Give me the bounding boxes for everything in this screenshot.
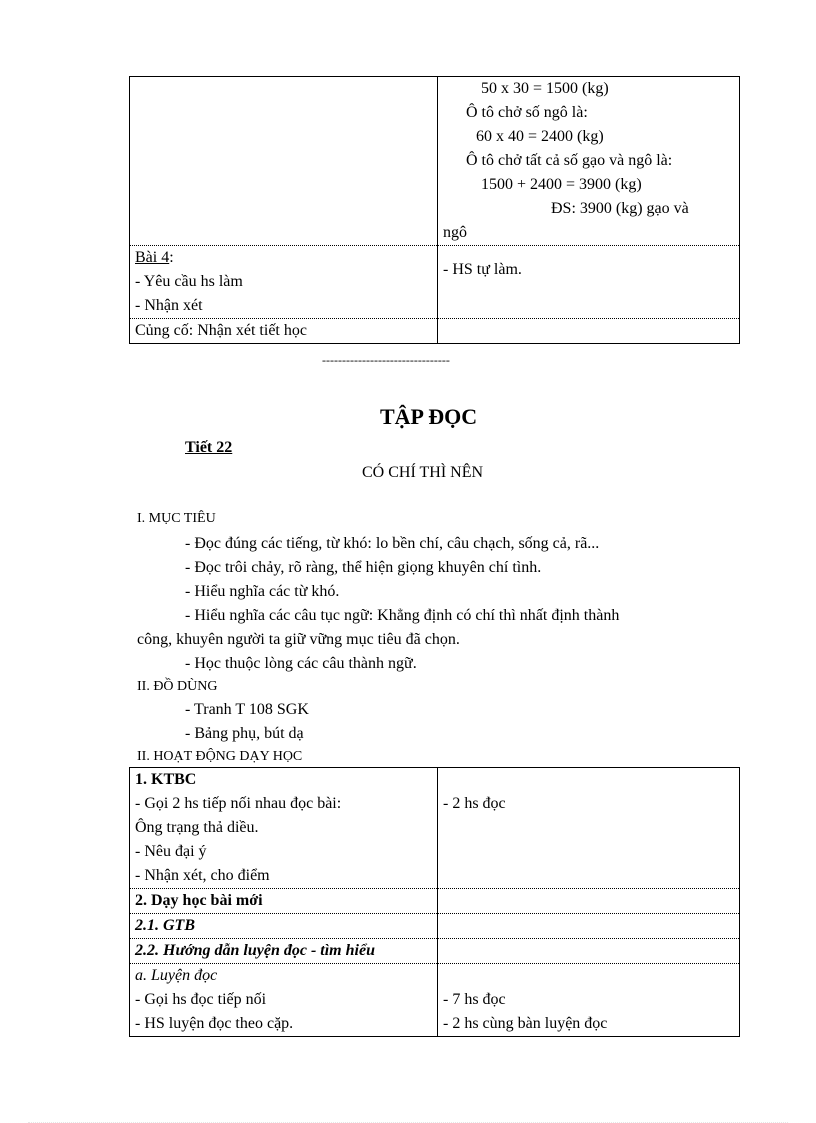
exercise-cell	[130, 246, 438, 319]
table-cell-empty	[438, 889, 740, 914]
review-response: - 2 hs đọc	[443, 795, 506, 812]
separator: --------------------------------	[322, 353, 450, 367]
reading-cell	[130, 964, 438, 1037]
table-cell-empty	[438, 939, 740, 964]
reading-response: - 2 hs cùng bàn luyện đọc	[443, 1015, 608, 1032]
table-row	[130, 77, 740, 246]
reading-response-cell	[438, 964, 740, 1037]
material-item: - Bảng phụ, bút dạ	[185, 725, 304, 742]
table-row	[130, 246, 740, 319]
exercise-title: Bài 4	[135, 249, 170, 266]
reading-response: - 7 hs đọc	[443, 991, 506, 1008]
material-item: - Tranh T 108 SGK	[185, 701, 309, 718]
guide-cell: 2.2. Hướng dẫn luyện đọc - tìm hiểu	[130, 939, 438, 964]
new-lesson-cell: 2. Dạy học bài mới	[130, 889, 438, 914]
lesson-name: CÓ CHÍ THÌ NÊN	[362, 464, 484, 481]
summary-cell: Củng cố: Nhận xét tiết học	[130, 319, 438, 344]
table-row	[130, 768, 740, 889]
table-row	[130, 939, 740, 964]
exercise-response-cell	[438, 246, 740, 319]
table-row	[130, 319, 740, 344]
exercise-title-colon: :	[169, 249, 174, 266]
review-line: - Nhận xét, cho điểm	[135, 867, 270, 884]
table-cell-empty	[438, 914, 740, 939]
solution-line: Ô tô chở số ngô là:	[466, 104, 588, 121]
solution-table	[129, 76, 740, 344]
objectives-heading: I. MỤC TIÊU	[137, 511, 216, 526]
table-row	[130, 964, 740, 1037]
exercise-line: - Yêu cầu hs làm	[135, 273, 243, 290]
exercise-line: - Nhận xét	[135, 297, 203, 314]
exercise-response: - HS tự làm.	[443, 261, 522, 278]
activities-heading: II. HOẠT ĐỘNG DẠY HỌC	[137, 749, 303, 764]
reading-line: - Gọi hs đọc tiếp nối	[135, 991, 267, 1008]
section-title: TẬP ĐỌC	[380, 404, 478, 429]
table-row	[130, 889, 740, 914]
solution-line: Ô tô chở tất cả số gạo và ngô là:	[466, 152, 673, 169]
solution-line: 1500 + 2400 = 3900 (kg)	[481, 176, 642, 193]
reading-subtitle: a. Luyện đọc	[135, 967, 218, 984]
lesson-number: Tiết 22	[185, 439, 233, 456]
objective-item: - Học thuộc lòng các câu thành ngữ.	[185, 655, 417, 672]
objective-item: - Hiểu nghĩa các câu tục ngữ: Khẳng định có chí thì nhất định thành	[185, 607, 620, 624]
table-cell-empty	[438, 319, 740, 344]
solution-line: ĐS: 3900 (kg) gạo và	[551, 200, 689, 217]
review-line: - Gọi 2 hs tiếp nối nhau đọc bài:	[135, 795, 342, 812]
intro-cell: 2.1. GTB	[130, 914, 438, 939]
solution-line: 60 x 40 = 2400 (kg)	[476, 128, 604, 145]
objective-item: - Đọc trôi chảy, rõ ràng, thể hiện giọng khuyên chí tình.	[185, 559, 542, 576]
solution-line: ngô	[443, 224, 467, 241]
reading-line: - HS luyện đọc theo cặp.	[135, 1015, 294, 1032]
review-title: 1. KTBC	[135, 771, 197, 788]
objective-item: - Hiểu nghĩa các từ khó.	[185, 583, 340, 600]
table-cell-empty	[130, 77, 438, 246]
review-line: Ông trạng thả diều.	[135, 819, 259, 836]
review-line: - Nêu đại ý	[135, 843, 207, 860]
solution-cell	[438, 77, 740, 246]
activities-table	[129, 767, 740, 1037]
objective-item: - Đọc đúng các tiếng, từ khó: lo bền chí, câu chạch, sống cả, rã...	[185, 535, 600, 552]
review-response-cell	[438, 768, 740, 889]
objective-item: công, khuyên người ta giữ vững mục tiêu đã chọn.	[137, 631, 460, 648]
table-row	[130, 914, 740, 939]
materials-heading: II. ĐỒ DÙNG	[137, 679, 218, 694]
solution-line: 50 x 30 = 1500 (kg)	[481, 80, 609, 97]
review-cell	[130, 768, 438, 889]
